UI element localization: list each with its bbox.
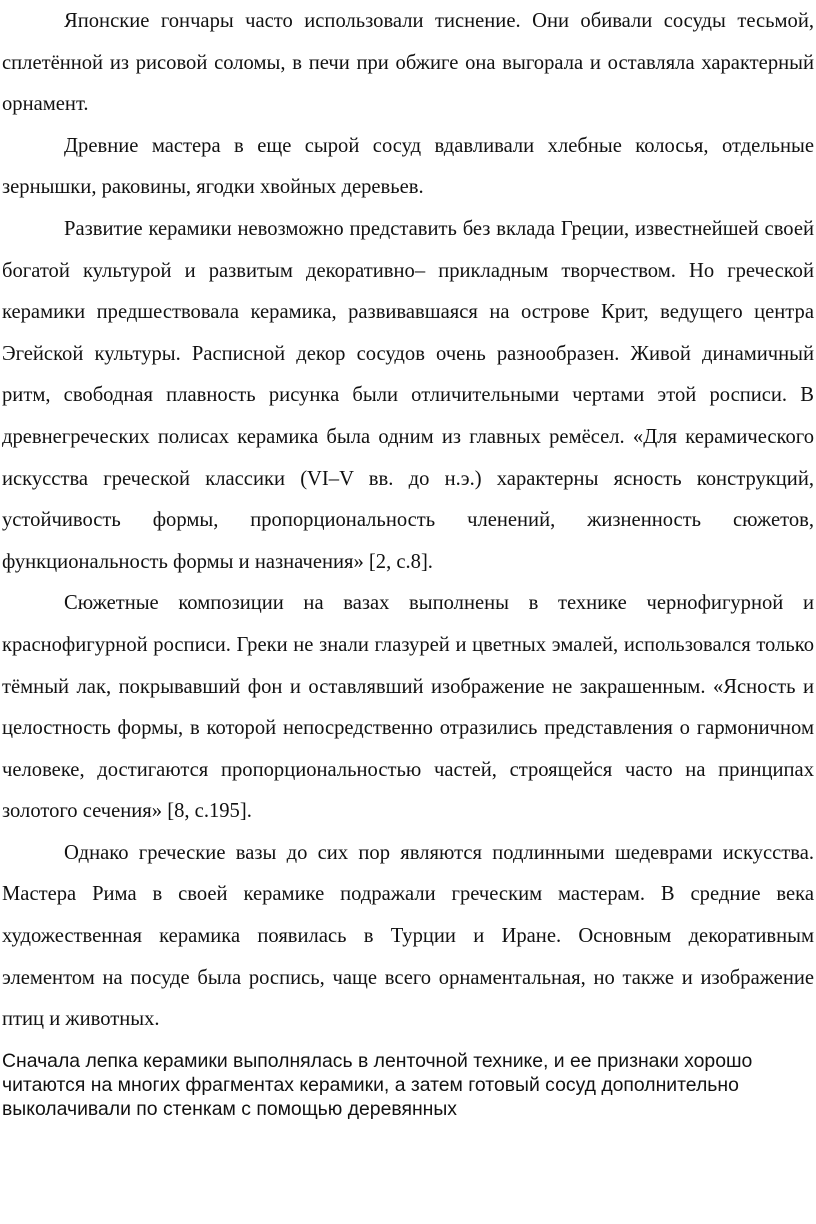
paragraph-greek-ceramics: Развитие керамики невозможно представить без вклада Греции, известнейшей своей богатой культурой и развитым декоративно– прикладным творчеством. Но греческой керамики предшествовала керамика, развивавшаяся на острове Крит, ведущего центра Эгейской культуры. Расписной декор сосудов очень разнообразен. Живой динамичный ритм, свободная плавность рисунка были отличительными чертами этой росписи. В древнегреческих полисах керамика была одним из главных ремёсел. «Для керамического искусства греческой классики (VI–V вв. до н.э.) характерны ясность конструкций, устойчивость формы, пропорциональность членений, жизненность сюжетов, функциональность формы и назначения» [2, с.8].: [2, 217, 814, 573]
paragraph-ancient-masters: Древние мастера в еще сырой сосуд вдавливали хлебные колосья, отдельные зернышки, раковины, ягодки хвойных деревьев.: [2, 134, 814, 199]
paragraph-greek-vases-legacy: Однако греческие вазы до сих пор являются подлинными шедеврами искусства. Мастера Рима в своей керамике подражали греческим мастерам. В средние века художественная керамика появилась в Турции и Иране. Основным декоративным элементом на посуде была роспись, чаще всего орнаментальная, но также и изображение птиц и животных.: [2, 841, 814, 1031]
paragraph-vase-painting: Сюжетные композиции на вазах выполнены в технике чернофигурной и краснофигурной росписи. Греки не знали глазурей и цветных эмалей, использовался только тёмный лак, покрывавший фон и оставлявший изображение не закрашенным. «Ясность и целостность формы, в которой непосредственно отразились представления о гармоничном человеке, достигаются пропорциональностью частей, строящейся часто на принципах золотого сечения» [8, с.195].: [2, 592, 814, 823]
paragraph-ribbon-technique: Сначала лепка керамики выполнялась в ленточной технике, и ее признаки хорошо читаются на многих фрагментах керамики, а затем готовый сосуд дополнительно выколачивали по стенкам с помощью деревянных: [2, 1049, 753, 1120]
paragraph-japanese-embossing: Японские гончары часто использовали тиснение. Они обивали сосуды тесьмой, сплетённой из рисовой соломы, в печи при обжиге она выгорала и оставляла характерный орнамент.: [2, 10, 814, 116]
